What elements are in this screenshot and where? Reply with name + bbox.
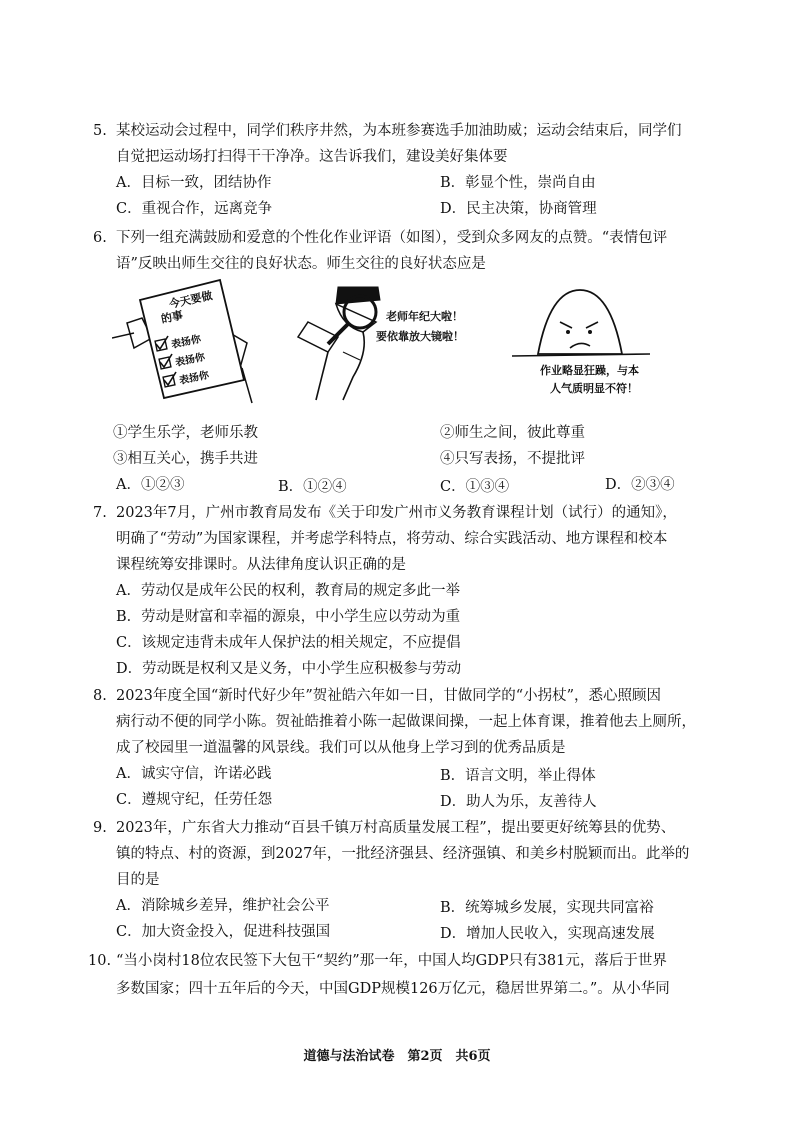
- figure-magnifier: [268, 282, 508, 402]
- option-c: C．该规定违背未成年人保护法的相关规定，不应提倡: [116, 635, 461, 651]
- option-a: A．目标一致，团结协作: [116, 175, 272, 191]
- figure-checklist: [112, 278, 257, 408]
- option-c: C．遵规守纪，任劳任怨: [116, 792, 273, 808]
- statement-4: ④只写表扬，不提批评: [440, 451, 585, 467]
- option-b: B．劳动是财富和幸福的源泉，中小学生应以劳动为重: [116, 609, 461, 625]
- statement-1: ①学生乐学，老师乐教: [113, 425, 258, 441]
- checklist-item: 表扬你: [178, 369, 210, 387]
- question-stem-line: “当小岗村18位农民签下大包干“契约”那一年，中国人均GDP只有381元，落后于世界: [116, 953, 667, 969]
- question-stem-line: 语”反映出师生交往的良好状态。师生交往的良好状态应是: [116, 256, 486, 272]
- option-d: D．劳动既是权利又是义务，中小学生应积极参与劳动: [116, 661, 462, 677]
- option-c: C．加大资金投入，促进科技强国: [116, 924, 331, 940]
- question-number: 7.: [93, 505, 107, 521]
- magnifier-caption-line: 老师年纪大啦！: [386, 310, 463, 323]
- question-stem-line: 某校运动会过程中，同学们秩序井然，为本班参赛选手加油助威；运动会结束后，同学们: [116, 123, 682, 139]
- option-a: A．消除城乡差异，维护社会公平: [116, 898, 330, 914]
- option-b: B．统筹城乡发展，实现共同富裕: [440, 900, 654, 916]
- option-a: A．①②③: [116, 477, 185, 493]
- checklist-title-line: 的事: [159, 308, 185, 326]
- question-stem-line: 镇的特点、村的资源，到2027年，一批经济强县、经济强镇、和美乡村脱颖而出。此举的: [116, 846, 690, 862]
- question-stem-line: 自觉把运动场打扫得干干净净。这告诉我们，建设美好集体要: [116, 149, 508, 165]
- question-number: 10.: [88, 953, 112, 969]
- question-stem-line: 2023年度全国“新时代好少年”贺祉皓六年如一日，甘做同学的“小拐杖”，悉心照顾因: [116, 688, 662, 704]
- option-a: A．诚实守信，许诺必践: [116, 766, 272, 782]
- option-d: D．助人为乐，友善待人: [440, 794, 597, 810]
- grumpy-caption-line: 人气质明显不符！: [550, 382, 638, 395]
- option-c: C．重视合作，远离竞争: [116, 201, 273, 217]
- option-b: B．语言文明，举止得体: [440, 768, 596, 784]
- question-stem-line: 课程统筹安排课时。从法律角度认识正确的是: [116, 557, 406, 573]
- checklist-title-line: 今天要做: [167, 289, 214, 311]
- checklist-item: 表扬你: [170, 333, 202, 351]
- question-stem-line: 多数国家；四十五年后的今天，中国GDP规模126万亿元，稳居世界第二。”。从小华同: [116, 981, 670, 997]
- question-stem-line: 2023年7月，广州市教育局发布《关于印发广州市义务教育课程计划（试行）的通知》，: [116, 505, 677, 521]
- question-number: 5.: [93, 123, 107, 139]
- question-stem-line: 病行动不便的同学小陈。贺祉皓推着小陈一起做课间操，一起上体育课，推着他去上厕所，: [116, 714, 696, 730]
- question-stem-line: 2023年，广东省大力推动“百县千镇万村高质量发展工程”，提出要更好统筹县的优势、: [116, 820, 676, 836]
- question-stem-line: 目的是: [116, 872, 160, 888]
- question-stem-line: 明确了“劳动”为国家课程，并考虑学科特点，将劳动、综合实践活动、地方课程和校本: [116, 531, 668, 547]
- question-number: 6.: [93, 230, 107, 246]
- magnifier-caption-line: 要依靠放大镜啦！: [376, 330, 464, 343]
- question-stem-line: 成了校园里一道温馨的风景线。我们可以从他身上学习到的优秀品质是: [116, 740, 566, 756]
- question-number: 9.: [93, 820, 107, 836]
- page-footer: 道德与法治试卷 第2页 共6页: [303, 1049, 491, 1064]
- checklist-item: 表扬你: [174, 351, 206, 369]
- question-number: 8.: [93, 688, 107, 704]
- option-c: C．①③④: [440, 479, 510, 495]
- option-d: D．民主决策，协商管理: [440, 201, 597, 217]
- option-a: A．劳动仅是成年公民的权利，教育局的规定多此一举: [116, 583, 460, 599]
- option-d: D．②③④: [605, 477, 675, 493]
- statement-3: ③相互关心，携手共进: [113, 451, 258, 467]
- grumpy-caption-line: 作业略显狂躁，与本: [540, 364, 639, 377]
- option-b: B．彰显个性，崇尚自由: [440, 175, 596, 191]
- statement-2: ②师生之间，彼此尊重: [440, 425, 585, 441]
- option-b: B．①②④: [278, 479, 347, 495]
- question-stem-line: 下列一组充满鼓励和爱意的个性化作业评语（如图），受到众多网友的点赞。“表情包评: [116, 230, 668, 246]
- figure-grumpy-face: [510, 282, 670, 402]
- option-d: D．增加人民收入，实现高速发展: [440, 926, 655, 942]
